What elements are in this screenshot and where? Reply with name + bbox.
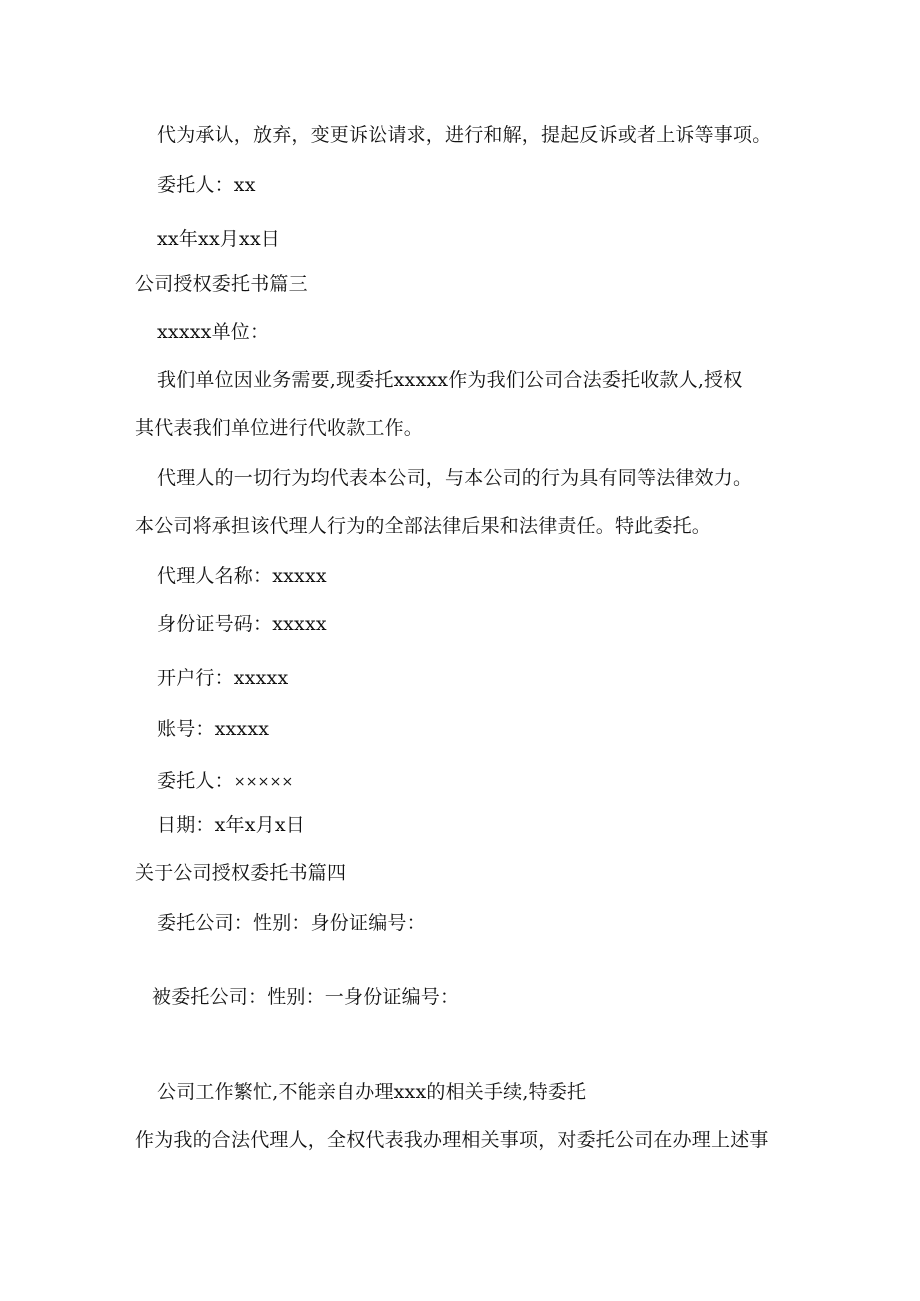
- principal-line: [157, 767, 293, 796]
- section-title-4: 关于公司授权委托书篇四: [135, 862, 347, 884]
- date-line: 日期：x年x月x日: [157, 814, 305, 836]
- paragraph-line: 代理人的一切行为均代表本公司，与本公司的行为具有同等法律效力。: [157, 467, 753, 489]
- entrusting-company-line: 委托公司：性别：身份证编号：: [157, 912, 426, 934]
- paragraph-line: 本公司将承担该代理人行为的全部法律后果和法律责任。特此委托。: [135, 515, 712, 537]
- paragraph-line: 作为我的合法代理人，全权代表我办理相关事项，对委托公司在办理上述事: [135, 1129, 769, 1151]
- paragraph-line: 其代表我们单位进行代收款工作。: [135, 417, 424, 439]
- bank-line: 开户行：xxxxx: [157, 667, 289, 689]
- id-number-line: 身份证号码：xxxxx: [157, 613, 327, 635]
- paragraph-line: 公司工作繁忙,不能亲自办理xxx的相关手续,特委托: [157, 1081, 587, 1103]
- principal-line: 委托人：xx: [157, 174, 256, 196]
- principal-label: 委托人：: [157, 770, 234, 792]
- account-line: 账号：xxxxx: [157, 718, 270, 740]
- agent-name-line: 代理人名称：xxxxx: [157, 565, 327, 587]
- entrusted-company-line: 被委托公司：性别：一身份证编号：: [152, 986, 460, 1008]
- section-title-3: 公司授权委托书篇三: [135, 273, 308, 295]
- principal-value: ×××××: [233, 774, 294, 790]
- paragraph-line: 代为承认，放弃，变更诉讼请求，进行和解，提起反诉或者上诉等事项。: [157, 124, 772, 146]
- date-line: xx年xx月xx日: [157, 228, 281, 250]
- addressee-line: xxxxx单位：: [157, 321, 270, 343]
- paragraph-line: 我们单位因业务需要,现委托xxxxx作为我们公司合法委托收款人,授权: [157, 369, 743, 391]
